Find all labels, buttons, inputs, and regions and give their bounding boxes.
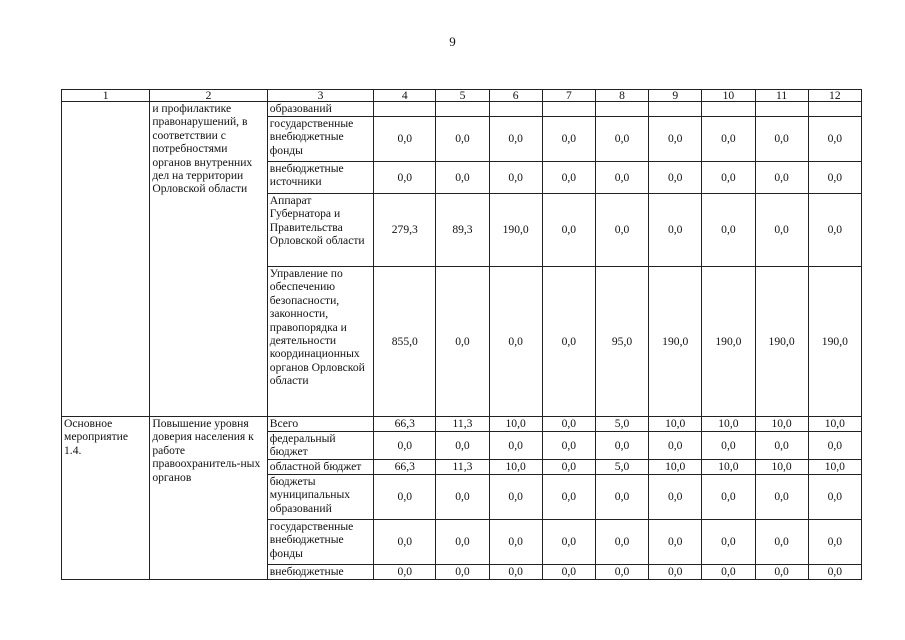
value-cell — [755, 102, 808, 117]
value-cell: 190,0 — [702, 267, 755, 417]
value-cell — [489, 102, 542, 117]
value-cell: 0,0 — [374, 162, 436, 194]
value-cell: 0,0 — [374, 432, 436, 460]
value-cell: 0,0 — [374, 564, 436, 579]
value-cell: 66,3 — [374, 459, 436, 474]
value-cell: 5,0 — [595, 417, 648, 432]
value-cell: 0,0 — [702, 564, 755, 579]
value-cell: 0,0 — [542, 267, 595, 417]
value-cell: 855,0 — [374, 267, 436, 417]
value-cell: 0,0 — [808, 519, 861, 564]
value-cell: 10,0 — [649, 417, 702, 432]
header-cell: 2 — [150, 90, 267, 102]
value-cell: 10,0 — [808, 459, 861, 474]
value-cell: 0,0 — [436, 162, 489, 194]
value-cell: 0,0 — [649, 432, 702, 460]
header-cell: 5 — [436, 90, 489, 102]
value-cell: 0,0 — [649, 564, 702, 579]
value-cell: 0,0 — [542, 519, 595, 564]
value-cell: 0,0 — [808, 432, 861, 460]
value-cell — [649, 102, 702, 117]
header-cell: 9 — [649, 90, 702, 102]
funding-source-cell: государственные внебюджетные фонды — [267, 519, 373, 564]
funding-source-cell: внебюджетные источники — [267, 162, 373, 194]
value-cell — [542, 102, 595, 117]
value-cell: 0,0 — [702, 432, 755, 460]
value-cell: 0,0 — [595, 519, 648, 564]
value-cell: 0,0 — [489, 117, 542, 162]
block-1 — [62, 102, 862, 417]
value-cell: 0,0 — [755, 162, 808, 194]
value-cell: 0,0 — [436, 564, 489, 579]
description-cell: и профилактике правонарушений, в соответствии с потребностями органов внутренних дел на территории Орловской области — [150, 102, 267, 417]
value-cell: 0,0 — [489, 564, 542, 579]
value-cell: 0,0 — [808, 474, 861, 519]
value-cell: 0,0 — [702, 162, 755, 194]
value-cell: 279,3 — [374, 194, 436, 267]
header-cell: 3 — [267, 90, 373, 102]
table-row — [62, 102, 862, 117]
header-cell: 1 — [62, 90, 150, 102]
value-cell: 0,0 — [542, 417, 595, 432]
value-cell: 11,3 — [436, 459, 489, 474]
value-cell — [702, 102, 755, 117]
value-cell: 0,0 — [542, 474, 595, 519]
value-cell: 0,0 — [436, 432, 489, 460]
value-cell: 10,0 — [489, 459, 542, 474]
header-cell: 8 — [595, 90, 648, 102]
value-cell: 0,0 — [489, 519, 542, 564]
value-cell: 95,0 — [595, 267, 648, 417]
value-cell: 0,0 — [542, 162, 595, 194]
header-cell: 12 — [808, 90, 861, 102]
value-cell: 0,0 — [489, 267, 542, 417]
funding-source-cell: Всего — [267, 417, 373, 432]
value-cell: 0,0 — [436, 117, 489, 162]
value-cell: 0,0 — [755, 432, 808, 460]
value-cell: 0,0 — [436, 474, 489, 519]
value-cell: 0,0 — [374, 474, 436, 519]
value-cell: 0,0 — [542, 432, 595, 460]
budget-table — [61, 89, 862, 580]
value-cell: 0,0 — [755, 474, 808, 519]
value-cell: 10,0 — [702, 417, 755, 432]
value-cell: 10,0 — [489, 417, 542, 432]
value-cell: 0,0 — [702, 194, 755, 267]
value-cell: 0,0 — [649, 194, 702, 267]
header-row — [62, 90, 862, 102]
value-cell — [436, 102, 489, 117]
value-cell: 89,3 — [436, 194, 489, 267]
funding-source-cell: Управление по обеспечению безопасности, законности, правопорядка и деятельности координационных органов Орловской области — [267, 267, 373, 417]
value-cell: 0,0 — [649, 162, 702, 194]
value-cell: 10,0 — [755, 417, 808, 432]
value-cell: 0,0 — [808, 162, 861, 194]
value-cell: 0,0 — [808, 564, 861, 579]
value-cell: 190,0 — [808, 267, 861, 417]
value-cell: 0,0 — [595, 432, 648, 460]
value-cell: 10,0 — [649, 459, 702, 474]
value-cell — [374, 102, 436, 117]
value-cell: 0,0 — [595, 564, 648, 579]
value-cell: 0,0 — [755, 117, 808, 162]
value-cell: 190,0 — [649, 267, 702, 417]
value-cell: 0,0 — [649, 117, 702, 162]
value-cell: 0,0 — [542, 117, 595, 162]
value-cell: 190,0 — [755, 267, 808, 417]
value-cell: 190,0 — [489, 194, 542, 267]
activity-cell: Основное мероприятие 1.4. — [62, 417, 150, 580]
value-cell: 66,3 — [374, 417, 436, 432]
page-number: 9 — [449, 34, 456, 49]
header-cell: 7 — [542, 90, 595, 102]
description-cell: Повышение уровня доверия населения к работе правоохранитель-ных органов — [150, 417, 267, 580]
block-2 — [62, 417, 862, 580]
funding-source-cell: внебюджетные — [267, 564, 373, 579]
funding-source-cell: образований — [267, 102, 373, 117]
value-cell: 0,0 — [542, 459, 595, 474]
value-cell: 0,0 — [808, 117, 861, 162]
value-cell — [808, 102, 861, 117]
value-cell: 10,0 — [755, 459, 808, 474]
funding-source-cell: областной бюджет — [267, 459, 373, 474]
value-cell: 0,0 — [595, 117, 648, 162]
value-cell: 0,0 — [489, 432, 542, 460]
value-cell: 0,0 — [489, 474, 542, 519]
value-cell: 0,0 — [649, 474, 702, 519]
value-cell: 0,0 — [542, 194, 595, 267]
header-cell: 4 — [374, 90, 436, 102]
value-cell: 0,0 — [542, 564, 595, 579]
value-cell: 0,0 — [489, 162, 542, 194]
header-cell: 10 — [702, 90, 755, 102]
value-cell: 0,0 — [755, 519, 808, 564]
value-cell: 10,0 — [702, 459, 755, 474]
funding-source-cell: Аппарат Губернатора и Правительства Орловской области — [267, 194, 373, 267]
value-cell — [595, 102, 648, 117]
value-cell: 0,0 — [649, 519, 702, 564]
funding-source-cell: федеральный бюджет — [267, 432, 373, 460]
value-cell: 0,0 — [595, 194, 648, 267]
value-cell: 0,0 — [595, 162, 648, 194]
header-cell: 11 — [755, 90, 808, 102]
value-cell: 10,0 — [808, 417, 861, 432]
value-cell: 0,0 — [808, 194, 861, 267]
table-row — [62, 417, 862, 432]
value-cell: 0,0 — [702, 519, 755, 564]
value-cell: 0,0 — [702, 474, 755, 519]
value-cell: 0,0 — [374, 519, 436, 564]
value-cell: 5,0 — [595, 459, 648, 474]
value-cell: 0,0 — [374, 117, 436, 162]
header-cell: 6 — [489, 90, 542, 102]
value-cell: 0,0 — [755, 564, 808, 579]
value-cell: 0,0 — [702, 117, 755, 162]
funding-source-cell: государственные внебюджетные фонды — [267, 117, 373, 162]
value-cell: 0,0 — [436, 519, 489, 564]
value-cell: 0,0 — [595, 474, 648, 519]
value-cell: 0,0 — [755, 194, 808, 267]
funding-source-cell: бюджеты муниципальных образований — [267, 474, 373, 519]
value-cell: 0,0 — [436, 267, 489, 417]
value-cell: 11,3 — [436, 417, 489, 432]
activity-cell — [62, 102, 150, 417]
